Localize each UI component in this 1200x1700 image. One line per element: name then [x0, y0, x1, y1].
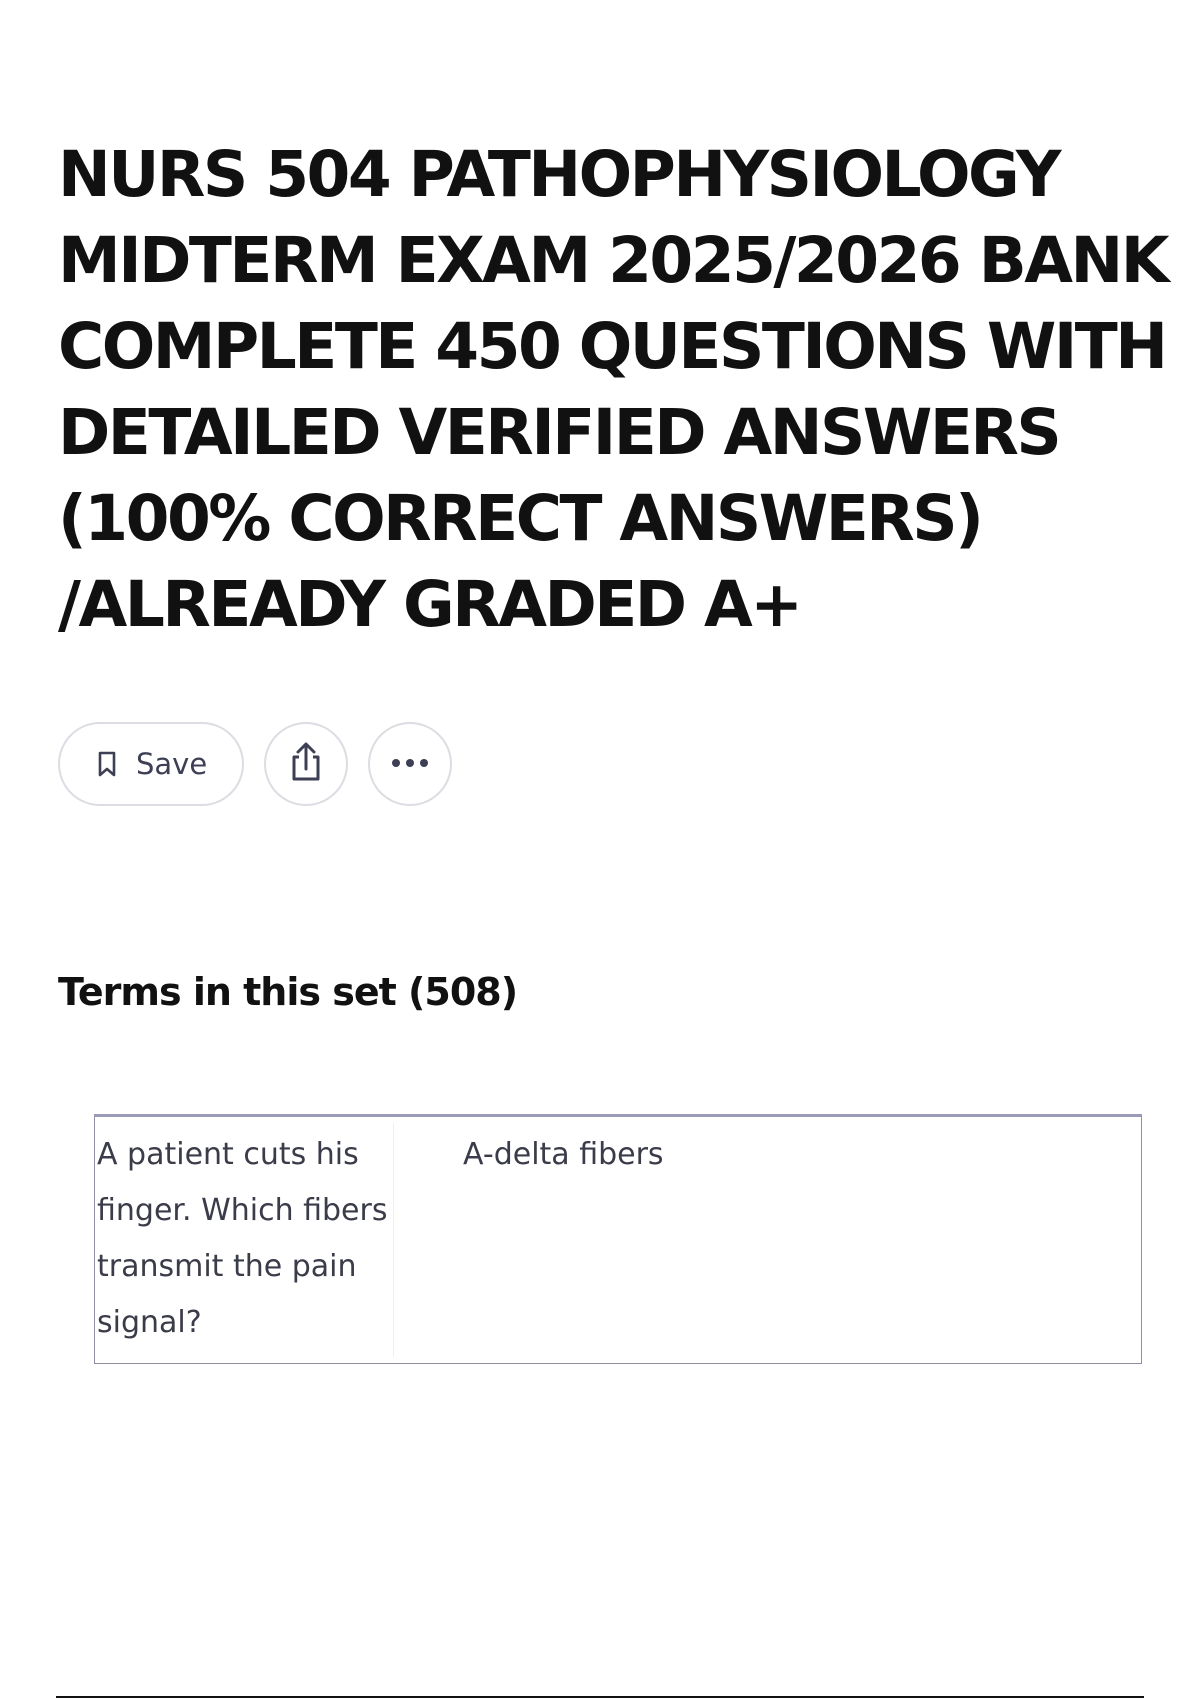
terms-heading: Terms in this set (508)	[58, 970, 518, 1014]
save-button[interactable]	[58, 722, 244, 806]
save-button-label: Save	[136, 747, 208, 781]
term-card[interactable]	[94, 1114, 1142, 1364]
action-bar	[58, 722, 452, 806]
definition-text: A-delta fibers	[463, 1137, 664, 1172]
term-divider	[393, 1123, 394, 1357]
share-icon	[286, 741, 326, 788]
more-horizontal-icon	[390, 755, 430, 773]
page-title: NURS 504 PATHOPHYSIOLOGY MIDTERM EXAM 2025/2026 BANK COMPLETE 450 QUESTIONS WITH DETAILED VERIFIED ANSWERS (100% CORRECT ANSWERS) /ALREADY GRADED A+	[58, 138, 1168, 641]
bottom-divider	[56, 1696, 1144, 1698]
share-button[interactable]	[264, 722, 348, 806]
term-text: A patient cuts his finger. Which fibers transmit the pain signal?	[97, 1137, 388, 1340]
more-options-button[interactable]	[368, 722, 452, 806]
bookmark-icon	[96, 751, 118, 777]
